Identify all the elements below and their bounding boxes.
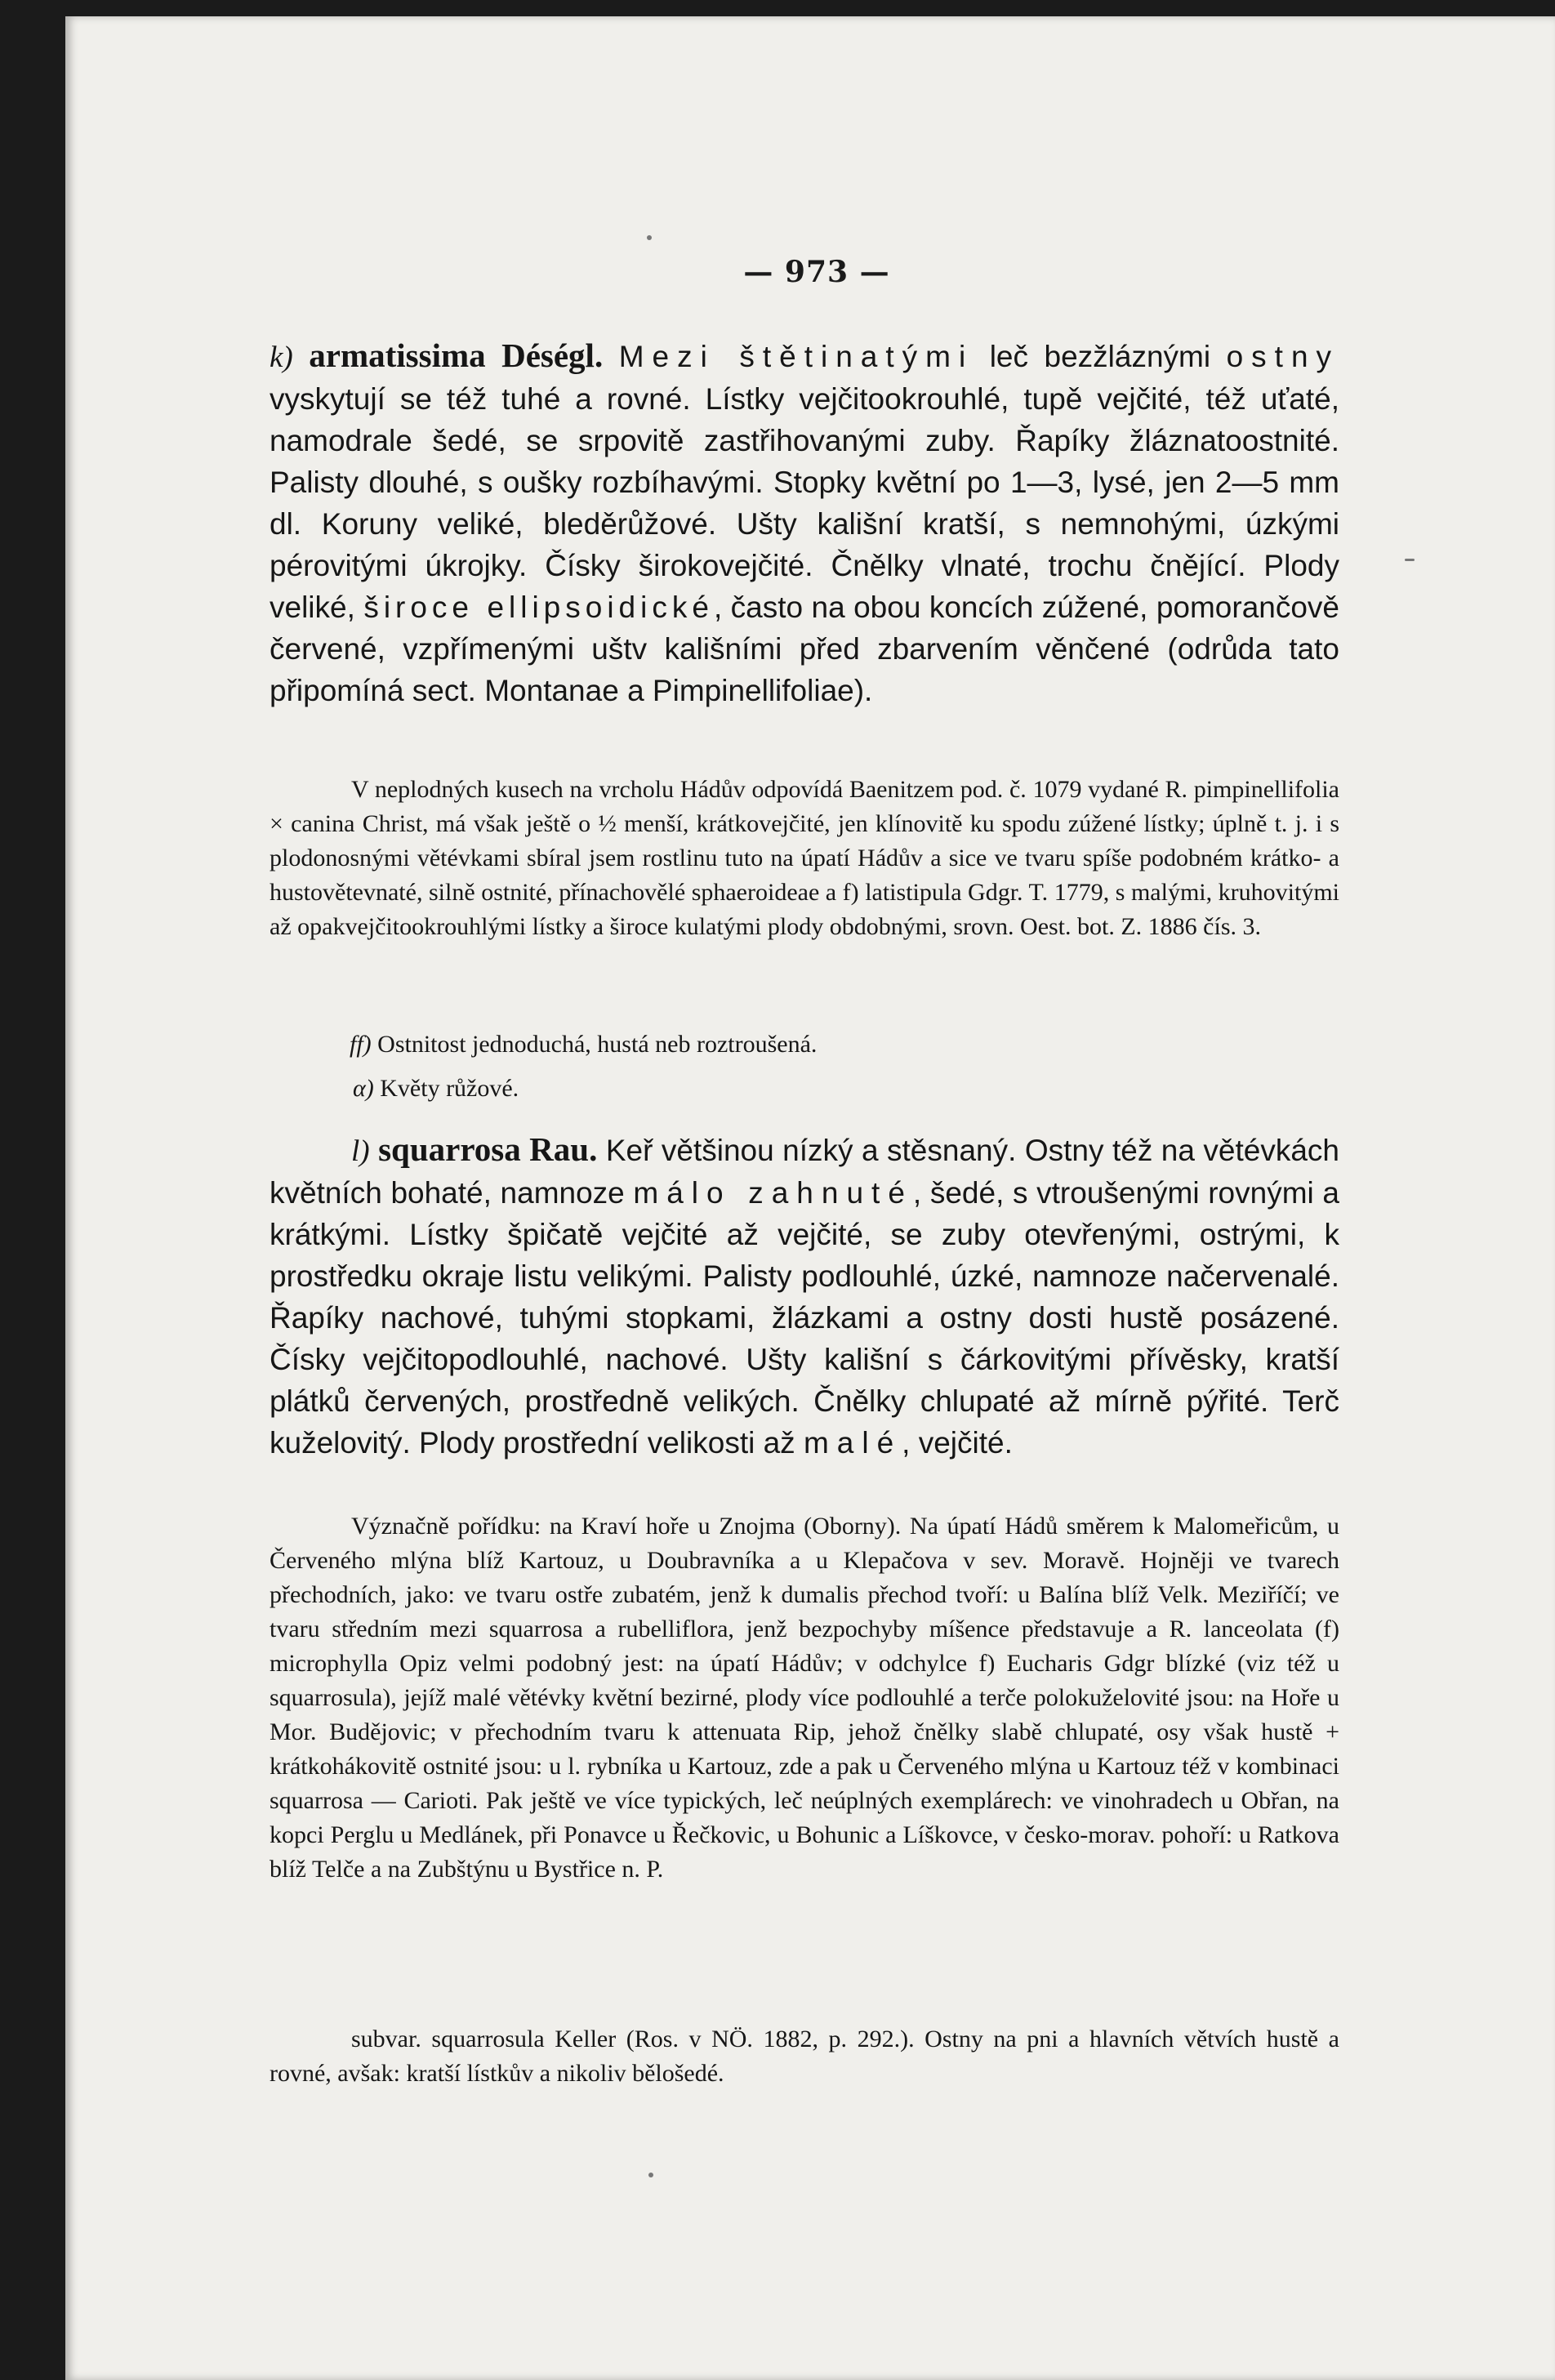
entry-l-text-3: , vejčité. <box>902 1426 1013 1460</box>
page <box>65 16 1555 2380</box>
entry-k-emphasis-3: široce ellipsoidické <box>363 591 714 624</box>
speck <box>647 235 652 240</box>
speck <box>1405 559 1415 561</box>
subgroup-ff-marker: ff) <box>350 1031 372 1058</box>
entry-k-text-3: vyskytují se též tuhé a rovné. Lístky vejčitookrouhlé, tupě vejčité, též uťaté, namodrale šedé, se srpovitě zastřihovanými zuby. Řapíky žláznatoostnité. Palisty dlouhé, s oušky rozbíhavými. Stopky květní po 1—3, lysé, jen 2—5 mm dl. Koruny veliké, bleděrůžové. Ušty kališní kratší, s nemnohými, úzkými pérovitými úkrojky. Čísky širokovejčité. Čnělky vlnaté, trochu čnějící. Plody veliké, <box>270 382 1339 624</box>
note-subvar-paragraph: subvar. squarrosula Keller (Ros. v NÖ. 1882, p. 292.). Ostny na pni a hlavních větvích hustě a rovné, avšak: kratší lístkův a nikoliv bělošedé. <box>270 2026 1339 2087</box>
entry-l-text-1: Keř většinou nízký a stěsnaný. Ostny též na větévkách květních bohaté, namnoze <box>270 1134 1339 1210</box>
note-k-paragraph: V neplodných kusech na vrcholu Hádův odpovídá Baenitzem pod. č. 1079 vydané R. pimpinellifolia × canina Christ, má však ještě o ½ menší, krátkovejčité, jen klínovitě ku spodu zúžené lístky; úplně t. j. i s plodonosnými větévkami sbíral jsem rostlinu tuto na úpatí Hádův a sice ve tvaru spíše podobném krátko- a hustovětevnaté, silně ostnité, přínachovělé sphaeroideae a f) latistipula Gdgr. T. 1779, s malými, kruhovitými až opakvejčitookrouhlými lístky a široce kulatými plody obdobnými, srovn. Oest. bot. Z. 1886 čís. 3. <box>270 776 1339 940</box>
subgroup-alpha <box>353 1072 1170 1106</box>
entry-l-emphasis-2: malé <box>803 1426 902 1460</box>
note-l-paragraph: Význačně pořídku: na Kraví hoře u Znojma (Oborny). Na úpatí Hádů směrem k Malomeřicům, u Červeného mlýna blíž Kartouz, u Doubravníka a u Klepačova v sev. Moravě. Hojněji ve tvarech přechodních, jako: ve tvaru ostře zubatém, jenž k dumalis přechod tvoří: u Balína blíž Velk. Meziříčí; ve tvaru středním mezi squarrosa a rubelliflora, jenž bezpochyby míšence představuje a R. lanceolata (f) microphylla Opiz velmi podobný jest: na úpatí Hádův; v odchylce f) Eucharis Gdgr blízké (viz též u squarrosula), jejíž malé větévky květní bezirné, plody více podlouhlé a terče polokuželovité jsou: na Hoře u Mor. Budějovic; v přechodním tvaru k attenuata Rip, jehož čnělky slabě chlupaté, osy však hustě + krátkohákovitě ostnité jsou: u l. rybníka u Kartouz, zde a pak u Červeného mlýna u Kartouz též v kombinaci squarrosa — Carioti. Pak ještě ve více typických, leč neúplných exemplárech: ve vinohradech u Obřan, na kopci Perglu u Medlánek, při Ponavce u Řečkovic, u Bohunic a Líškovce, v česko-morav. pohoří: u Ratkova blíž Telče a na Zubštýnu u Bystřice n. P. <box>270 1513 1339 1883</box>
page-number: — 973 — <box>743 255 890 289</box>
entry-k-emphasis-2: ostny <box>1226 340 1340 373</box>
entry-k-taxon: armatissima Déségl. <box>309 336 604 374</box>
subgroup-alpha-marker: α) <box>353 1075 374 1102</box>
entry-k-paragraph <box>270 335 1339 711</box>
entry-k-marker: k) <box>270 341 293 374</box>
entry-l-marker: l) <box>351 1134 370 1168</box>
subgroup-alpha-text: Květy růžové. <box>373 1075 519 1102</box>
entry-k-text-2: leč bezžláznými <box>974 340 1227 373</box>
entry-l-emphasis-1: málo zahnuté <box>633 1176 913 1210</box>
subgroup-ff-text: Ostnitost jednoduchá, hustá neb roztroušená. <box>371 1031 818 1058</box>
speck <box>648 2173 653 2177</box>
entry-l-taxon: squarrosa Rau. <box>378 1130 598 1168</box>
entry-l-paragraph <box>270 1129 1339 1464</box>
entry-k-text-4: , často na obou koncích zúžené, pomorančově červené, vzpřímenými uštv kališními před zbarvením věnčené (odrůda tato připomíná sect. Montanae a Pimpinellifoliae). <box>270 591 1339 707</box>
entry-k-emphasis-1: Mezi štětinatými <box>618 340 974 373</box>
entry-k-text-1 <box>603 340 619 373</box>
subgroup-ff <box>350 1027 1166 1062</box>
entry-l-text-2: , šedé, s vtroušenými rovnými a krátkými. Lístky špičatě vejčité až vejčité, se zuby otevřenými, ostrými, k prostředku okraje listu velikými. Palisty podlouhlé, úzké, namnoze načervenalé. Řapíky nachové, tuhými stopkami, žlázkami a ostny dosti hustě posázené. Čísky vejčitopodlouhlé, nachové. Ušty kališní s čárkovitými přívěsky, kratší plátků červených, prostředně velikých. Čnělky chlupaté až mírně pýřité. Terč kuželovitý. Plody prostřední velikosti až <box>270 1176 1339 1460</box>
